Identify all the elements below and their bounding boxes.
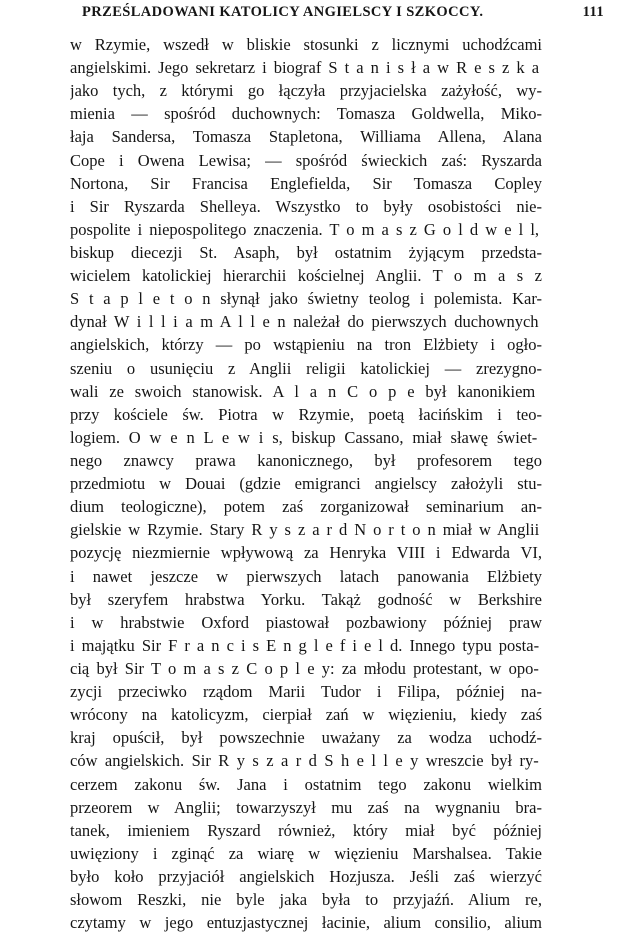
text-line: cerzem zakonu św. Jana i ostatnim tego zakonu wielkim	[70, 774, 542, 794]
text-line: zycji przeciwko rządom Marii Tudor i Filipa, później na-	[70, 682, 542, 702]
text-line: kraj opuścił, był powszechnie uważany za wodza uchodź-	[70, 728, 542, 748]
text-line: i nawet jeszcze w pierwszych latach panowania Elżbiety	[70, 566, 542, 586]
text-line: był szeryfem hrabstwa Yorku. Takąż godność w Berkshire	[70, 589, 542, 609]
text-line: Nortona, Sir Francisa Englefielda, Sir Tomasza Copley	[70, 173, 542, 193]
text-line: dynał W i l l i a m A l l e n należał do pierwszych duchownych	[70, 312, 539, 332]
text-line: słowom Reszki, nie byle jaka była to przyjaźń. Alium re,	[70, 890, 542, 910]
text-line: angielskich, którzy — po wstąpieniu na tron Elżbiety i ogło-	[70, 335, 542, 355]
text-line: S t a p l e t o n słynął jako świetny teolog i polemista. Kar-	[70, 289, 542, 309]
text-line: Cope i Owena Lewisa; — spośród świeckich zaś: Ryszarda	[70, 150, 542, 170]
text-line: łaja Sandersa, Tomasza Stapletona, Williama Allena, Alana	[70, 127, 542, 147]
text-line: i Sir Ryszarda Shelleya. Wszystko to były osobistości nie-	[70, 196, 542, 216]
text-line: jako tych, z którymi go łączyła przyjacielska zażyłość, wy-	[70, 81, 542, 101]
text-line: czytamy w jego entuzjastycznej łacinie, alium consilio, alium	[70, 913, 542, 933]
text-line: przeorem w Anglii; towarzyszył mu zaś na wygnaniu bra-	[70, 797, 542, 817]
text-line: pospolite i niepospolitego znaczenia. T o m a s z G o l d w e l l,	[70, 219, 540, 239]
text-line: i w hrabstwie Oxford piastował pozbawiony później praw	[70, 612, 542, 632]
text-line: ców angielskich. Sir R y s z a r d S h e l l e y wreszcie był ry-	[70, 751, 539, 771]
text-line: wicielem katolickiej hierarchii kościelnej Anglii. T o m a s z	[70, 266, 542, 286]
running-header	[82, 4, 604, 24]
text-line: przedmiotu w Douai (gdzie emigranci angielscy założyli stu-	[70, 474, 542, 494]
text-line: uwięziony i zginąć za wiarę w więzieniu Marshalsea. Takie	[70, 843, 542, 863]
text-line: przy kościele św. Piotra w Rzymie, poetą łacińskim i teo-	[70, 404, 542, 424]
text-line: i majątku Sir F r a n c i s E n g l e f i e l d. Innego typu posta-	[70, 635, 540, 655]
text-line: cią był Sir T o m a s z C o p l e y: za młodu protestant, w opo-	[70, 658, 539, 678]
text-line: nego znawcy prawa kanonicznego, był profesorem tego	[70, 450, 542, 470]
text-line: tanek, imieniem Ryszard również, który miał być później	[70, 820, 542, 840]
text-line: wrócony na katolicyzm, cierpiał zań w więzieniu, kiedy zaś	[70, 705, 542, 725]
text-line: gielskie w Rzymie. Stary R y s z a r d N o r t o n miał w Anglii	[70, 520, 540, 540]
text-line: dium teologiczne), potem zaś zorganizował seminarium an-	[70, 497, 542, 517]
page-number: 111	[582, 4, 604, 20]
text-line: w Rzymie, wszedł w bliskie stosunki z licznymi uchodźcami	[70, 35, 542, 54]
text-line: mienia — spośród duchownych: Tomasza Goldwella, Miko-	[70, 104, 542, 124]
text-line: logiem. O w e n L e w i s, biskup Cassano, miał sławę świet-	[70, 427, 538, 447]
text-line: angielskimi. Jego sekretarz i biograf S t a n i s ł a w R e s z k a	[70, 58, 540, 78]
text-line: było koło przyjaciół angielskich Hozjusza. Jeśli zaś wierzyć	[70, 866, 542, 886]
text-line: wali ze swoich stanowisk. A l a n C o p e był kanonikiem	[70, 381, 536, 401]
body-text	[70, 33, 542, 934]
text-line: szeniu o usunięciu z Anglii religii katolickiej — zrezygno-	[70, 358, 542, 378]
text-line: pozycję niezmiernie wpływową za Henryka VIII i Edwarda VI,	[70, 543, 542, 563]
text-line: biskup diecezji St. Asaph, był ostatnim żyjącym przedsta-	[70, 242, 542, 262]
running-title: PRZEŚLADOWANI KATOLICY ANGIELSCY I SZKOCCY.	[82, 4, 484, 20]
